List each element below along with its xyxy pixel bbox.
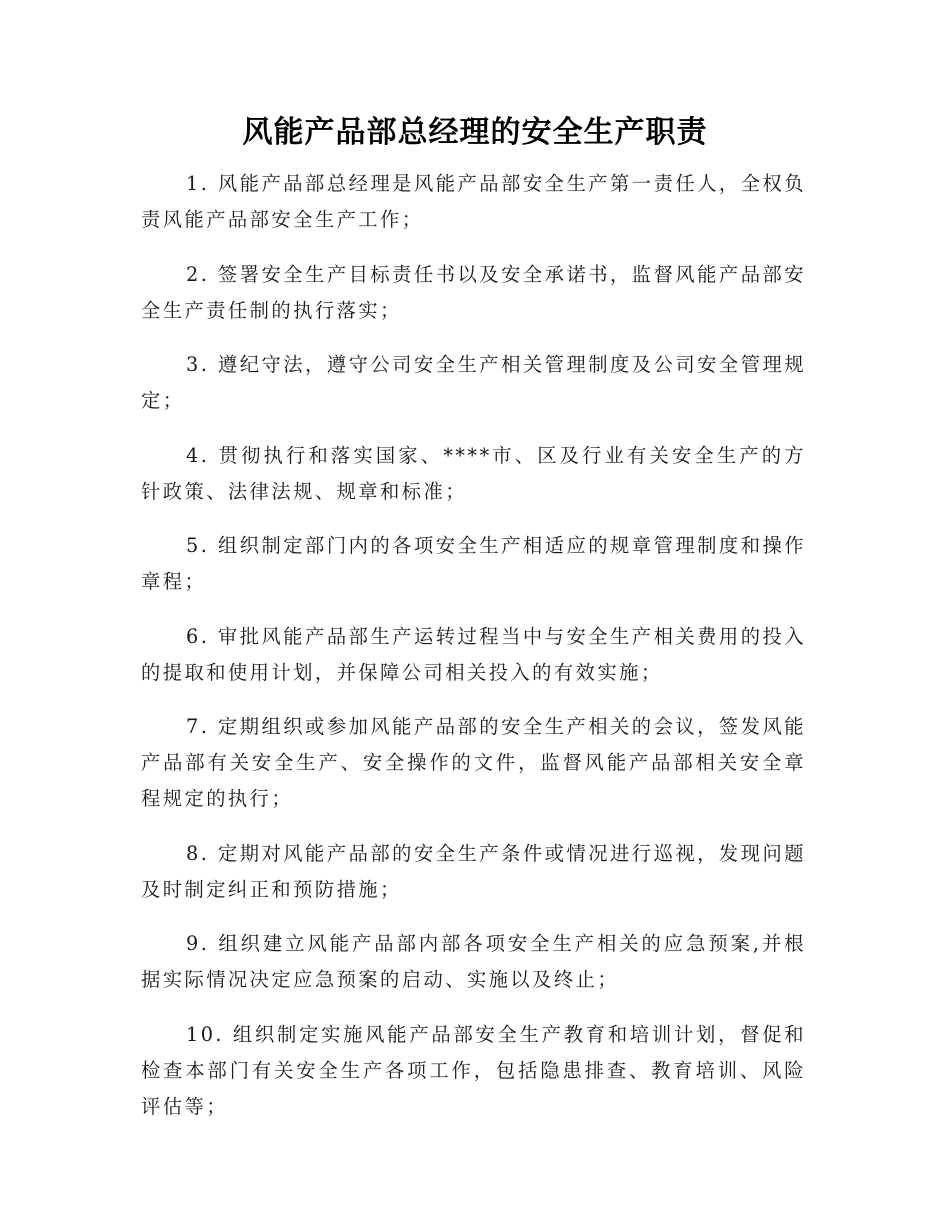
list-item: 3. 遵纪守法，遵守公司安全生产相关管理制度及公司安全管理规定； [141,353,806,412]
list-item: 7. 定期组织或参加风能产品部的安全生产相关的会议，签发风能产品部有关安全生产、安全操作的文件，监督风能产品部相关安全章程规定的执行； [141,715,806,810]
list-item: 9. 组织建立风能产品部内部各项安全生产相关的应急预案,并根据实际情况决定应急预案的启动、实施以及终止； [141,932,806,991]
list-item: 1. 风能产品部总经理是风能产品部安全生产第一责任人，全权负责风能产品部安全生产工作； [141,172,806,231]
list-item: 4. 贯彻执行和落实国家、****市、区及行业有关安全生产的方针政策、法律法规、规章和标准； [141,443,806,503]
list-item: 5. 组织制定部门内的各项安全生产相适应的规章管理制度和操作章程； [141,534,806,593]
list-item: 6. 审批风能产品部生产运转过程当中与安全生产相关费用的投入的提取和使用计划，并保障公司相关投入的有效实施； [141,624,806,684]
document-title: 风能产品部总经理的安全生产职责 [242,115,708,150]
list-item: 2. 签署安全生产目标责任书以及安全承诺书，监督风能产品部安全生产责任制的执行落实； [141,262,806,322]
list-item: 8. 定期对风能产品部的安全生产条件或情况进行巡视，发现问题及时制定纠正和预防措施； [141,841,806,901]
responsibility-list [141,166,806,1143]
list-item: 10. 组织制定实施风能产品部安全生产教育和培训计划，督促和检查本部门有关安全生产各项工作，包括隐患排查、教育培训、风险评估等； [141,1022,806,1118]
